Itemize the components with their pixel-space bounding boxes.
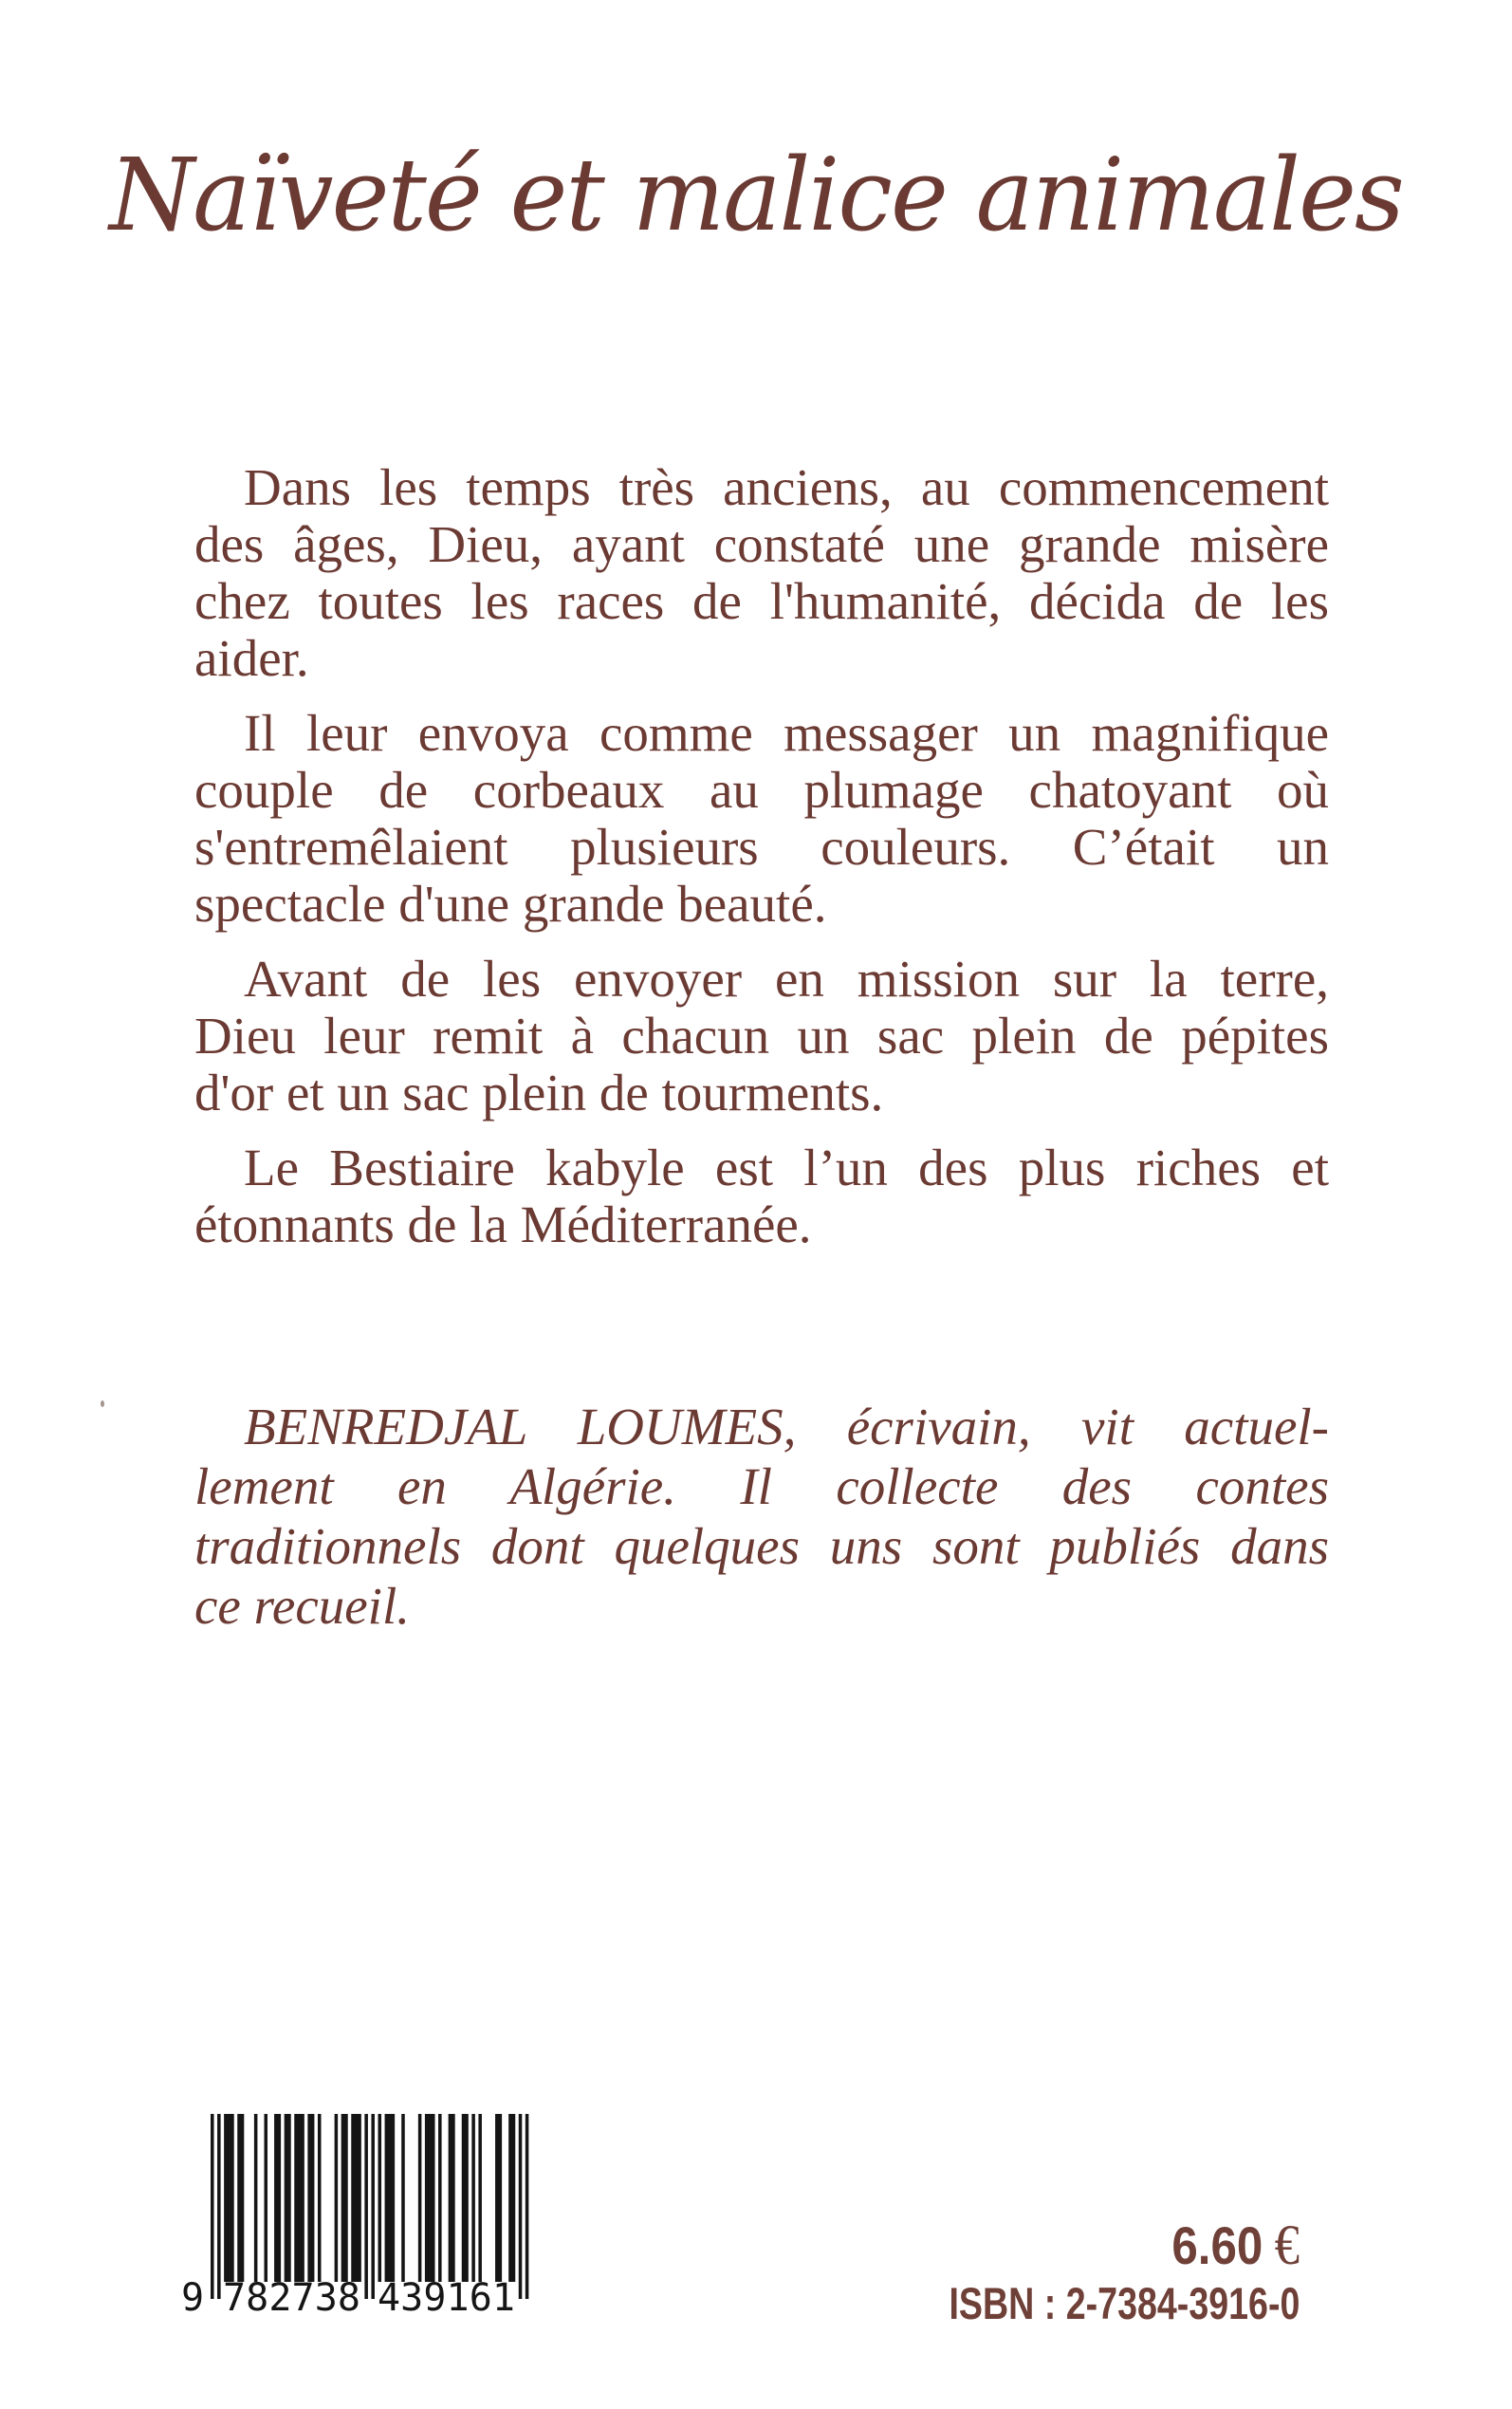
barcode-bar: [526, 2114, 529, 2299]
barcode-bar: [425, 2114, 435, 2282]
barcode-bar: [224, 2114, 234, 2282]
text-line: ce recueil.: [194, 1577, 410, 1635]
barcode-bar: [335, 2114, 339, 2282]
text-line: des âges, Dieu, ayant constaté une grande misère: [194, 515, 1329, 573]
text-line: spectacle d'une grande beauté.: [194, 875, 827, 933]
ean13-barcode: [175, 2114, 536, 2318]
barcode-bar: [274, 2114, 281, 2282]
text-line: BENREDJAL LOUMES, écrivain, vit actuel-: [244, 1398, 1329, 1455]
barcode-bar: [364, 2114, 368, 2299]
text-line: étonnants de la Méditerranée.: [194, 1195, 812, 1253]
book-title: Naïveté et malice animales: [109, 137, 1403, 253]
body-text: [194, 459, 1329, 1271]
text-line: Avant de les envoyer en mission sur la terre,: [244, 950, 1329, 1008]
paragraph: [194, 951, 1329, 1121]
text-line: aider.: [194, 629, 309, 687]
barcode-bar: [211, 2114, 214, 2299]
paragraph: [194, 1140, 1329, 1253]
text-line: couple de corbeaux au plumage chatoyant où: [194, 761, 1329, 819]
barcode-digits: 782738: [223, 2276, 360, 2318]
barcode-bar: [462, 2114, 469, 2282]
barcode-digits: 9: [181, 2276, 205, 2318]
barcode-bar: [418, 2114, 422, 2282]
paragraph: [194, 1397, 1329, 1636]
barcode-bar: [508, 2114, 515, 2282]
paragraph: [194, 459, 1329, 687]
text-line: traditionnels dont quelques uns sont publiés dans: [194, 1517, 1329, 1575]
barcode-bar: [351, 2114, 361, 2282]
text-line: Dans les temps très anciens, au commencement: [244, 458, 1329, 516]
price-value: 6.60: [1171, 2215, 1263, 2275]
euro-sign: €: [1274, 2214, 1300, 2276]
barcode-bar: [318, 2114, 322, 2282]
barcode-bar: [478, 2114, 482, 2282]
text-line: d'or et un sac plein de tourments.: [194, 1064, 884, 1121]
author-bio: [194, 1397, 1329, 1654]
barcode-bar: [449, 2114, 455, 2282]
text-line: Il leur envoya comme messager un magnifique: [244, 704, 1329, 762]
text-line: Dieu leur remit à chacun un sac plein de pépites: [194, 1007, 1329, 1065]
price-label: [1171, 2214, 1300, 2276]
barcode-bar: [341, 2114, 348, 2282]
barcode-bar: [401, 2114, 405, 2282]
barcode-bar: [438, 2114, 442, 2282]
barcode-bar: [217, 2114, 221, 2299]
print-speck: [101, 1400, 104, 1407]
barcode-bar: [285, 2114, 291, 2282]
text-line: lement en Algérie. Il collecte des contes: [194, 1457, 1329, 1515]
text-line: s'entremêlaient plusieurs couleurs. C’était un: [194, 818, 1329, 876]
text-line: Le Bestiaire kabyle est l’un des plus riches et: [244, 1139, 1329, 1196]
barcode-bar: [371, 2114, 375, 2299]
barcode-bar: [378, 2114, 382, 2282]
barcode-bar: [385, 2114, 396, 2282]
barcode-bar: [307, 2114, 314, 2282]
barcode-bar: [264, 2114, 267, 2282]
text-line: chez toutes les races de l'humanité, décida de les: [194, 572, 1329, 630]
barcode-bar: [519, 2114, 523, 2299]
paragraph: [194, 705, 1329, 933]
barcode-bar: [471, 2114, 475, 2282]
isbn-label: ISBN : 2-7384-3916-0: [949, 2278, 1300, 2328]
barcode-bar: [237, 2114, 244, 2282]
barcode-digits: 439161: [378, 2276, 515, 2318]
barcode-bar: [254, 2114, 258, 2282]
barcode-bar: [495, 2114, 502, 2282]
barcode-bar: [294, 2114, 304, 2282]
